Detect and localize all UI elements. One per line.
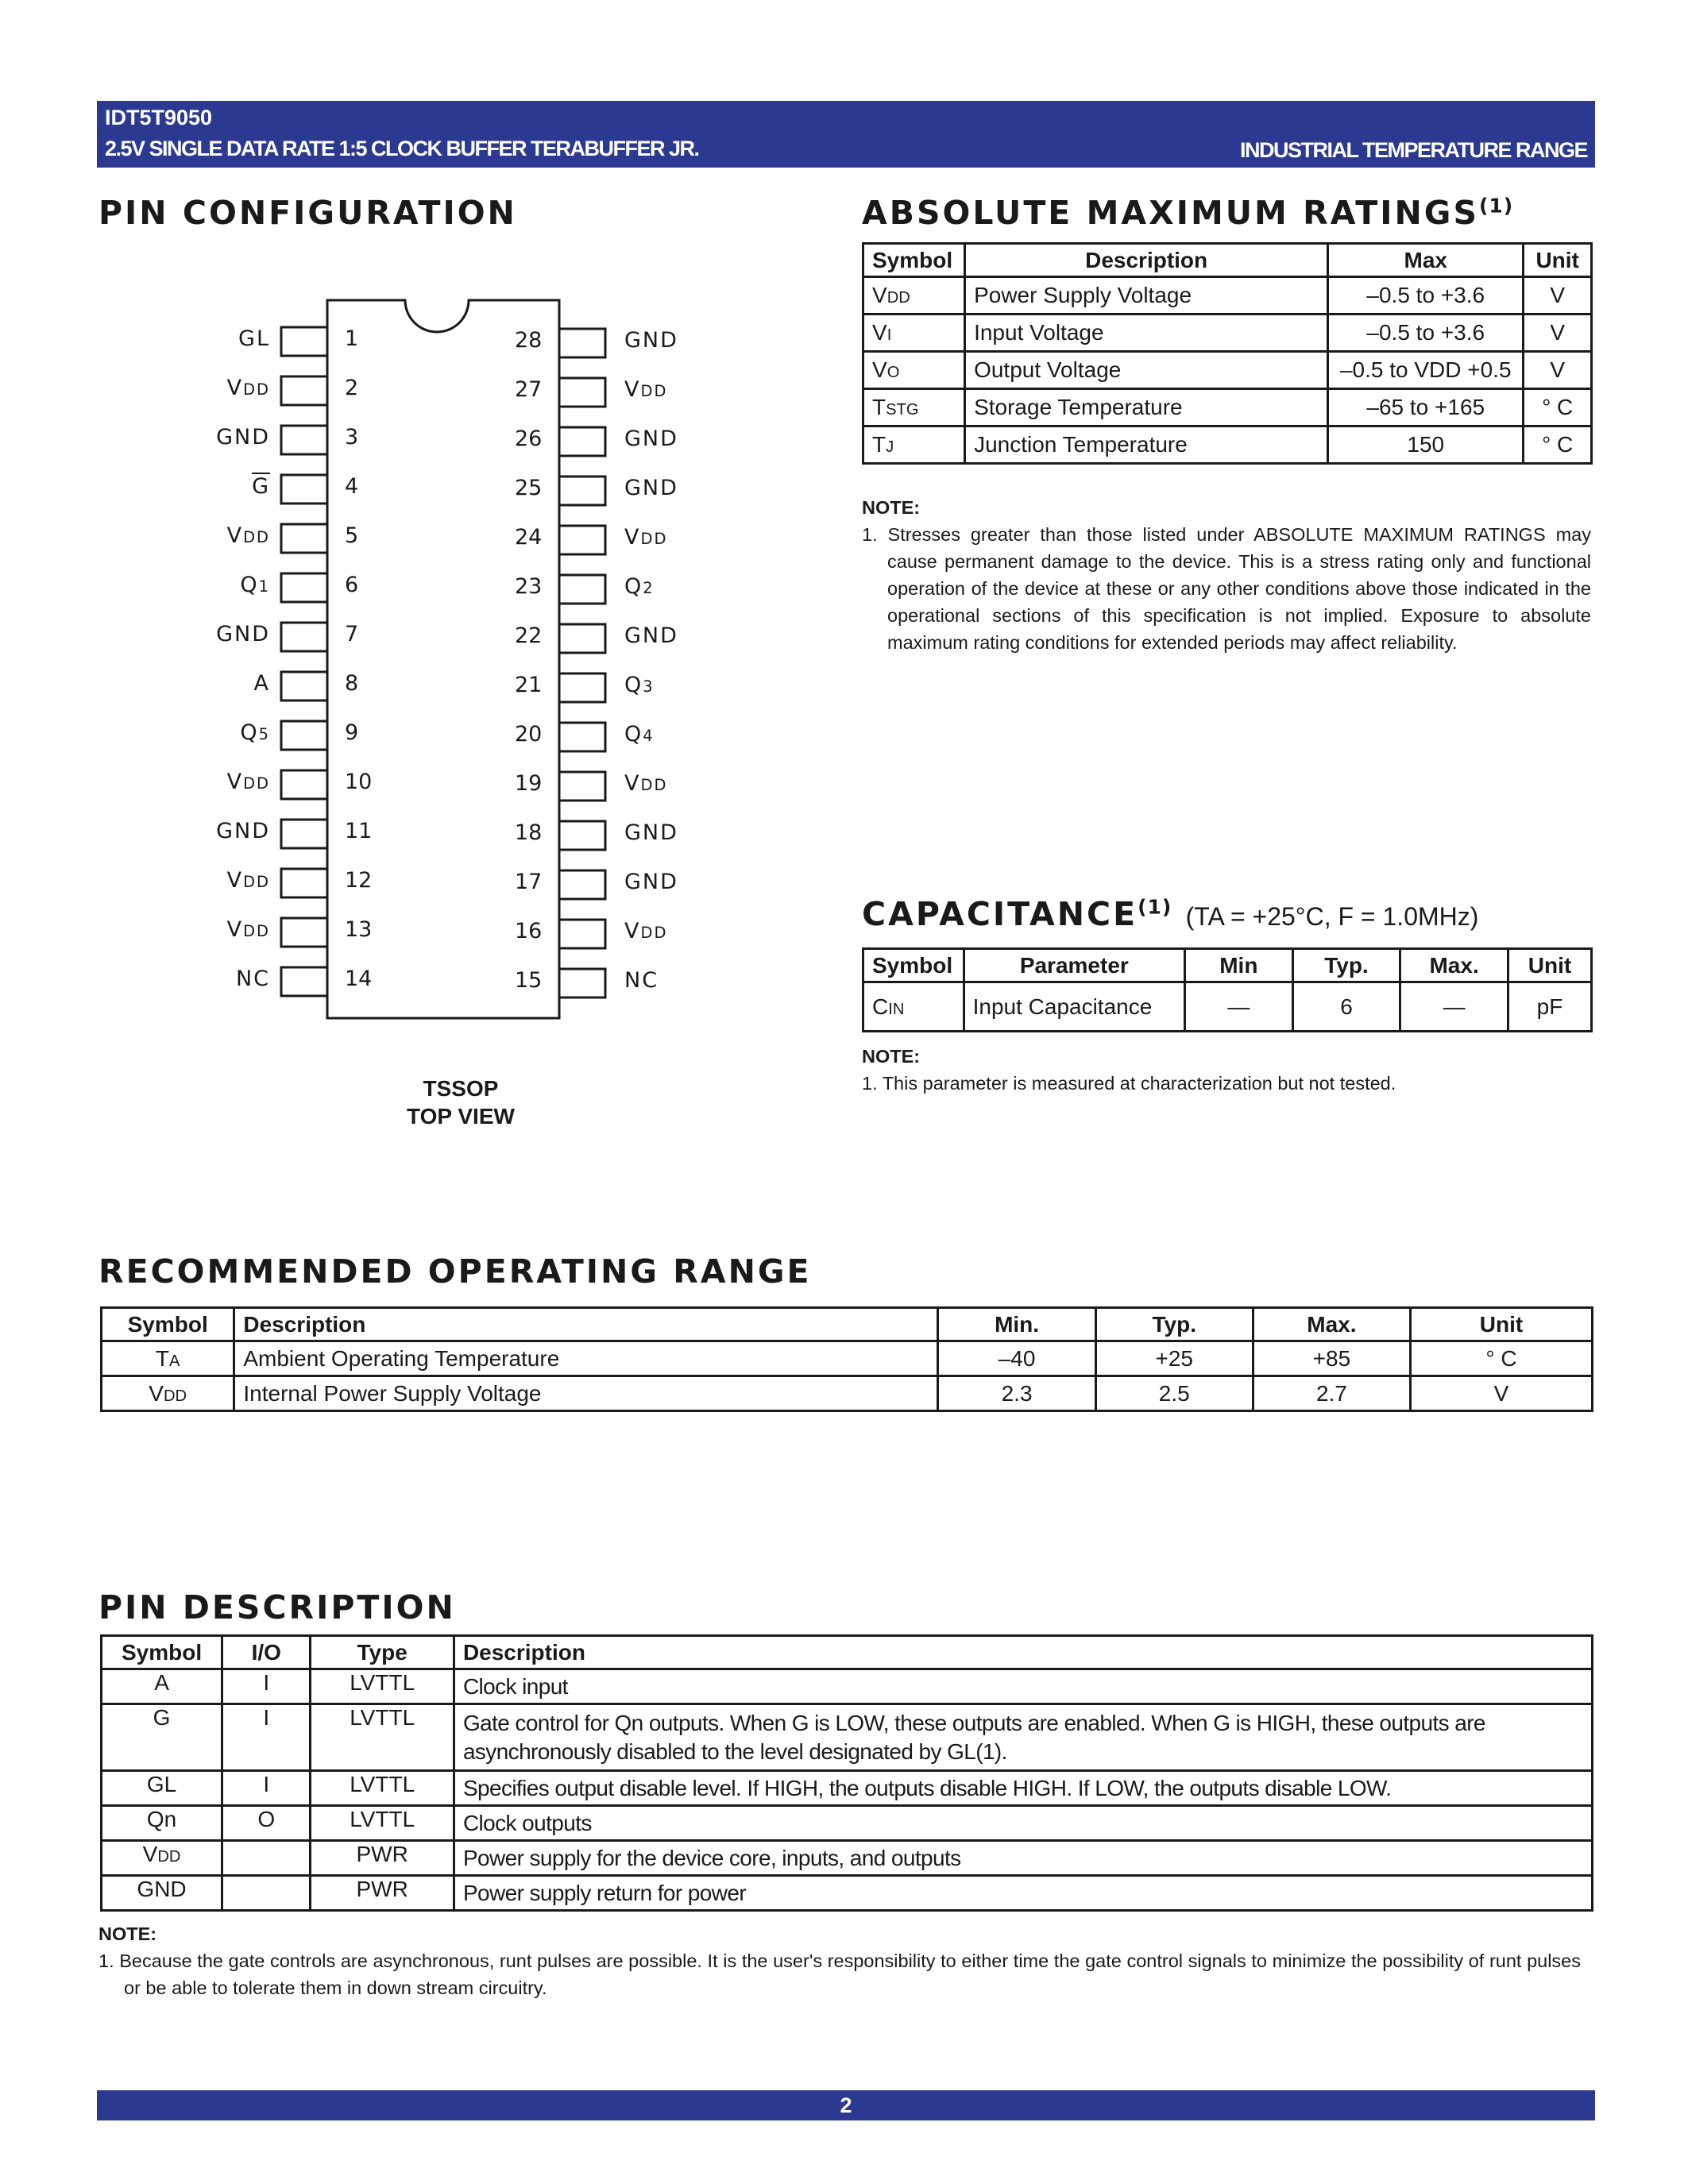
capacitance-header-0: Symbol — [863, 949, 964, 982]
pin-number-15: 15 — [515, 968, 543, 993]
pin-number-5: 5 — [345, 523, 359, 548]
pin-desc-header-1: I/O — [222, 1636, 311, 1669]
pin-desc-io — [222, 1841, 311, 1876]
abs-max-row — [863, 389, 1592, 426]
rec-op-max: +85 — [1253, 1341, 1410, 1376]
pin-name-21: Q3 — [624, 673, 655, 697]
pin-name-16: VDD — [624, 919, 668, 943]
pin-name-25: GND — [624, 476, 678, 500]
pin-number-27: 27 — [515, 377, 543, 402]
abs-max-header-2: Max — [1328, 244, 1524, 277]
capacitance-parameter: Input Capacitance — [964, 982, 1184, 1032]
abs-max-value: –65 to +165 — [1328, 389, 1524, 426]
pin-desc-note — [98, 1920, 1581, 2001]
abs-max-title-ref: (1) — [1478, 194, 1514, 218]
pin-name-22: GND — [624, 623, 678, 648]
pin-number-13: 13 — [345, 917, 373, 942]
temperature-range: INDUSTRIAL TEMPERATURE RANGE — [1239, 138, 1587, 162]
pin-name-8: A — [253, 671, 270, 696]
pin-name-19: VDD — [624, 771, 668, 796]
pin-desc-symbol: $\overline{G}$ — [102, 1704, 222, 1771]
pin-number-21: 21 — [515, 673, 543, 697]
pin-name-4: $\overline{G}$ — [252, 474, 270, 499]
pin-box-28 — [559, 329, 605, 357]
pin-name-12: VDD — [226, 868, 270, 893]
pin-config-title: PIN CONFIGURATION — [98, 194, 517, 232]
pin-box-5 — [281, 524, 327, 553]
abs-max-description: Input Voltage — [965, 314, 1328, 352]
page-header — [97, 101, 1595, 168]
abs-max-symbol: VDD — [863, 277, 965, 314]
abs-max-row — [863, 277, 1592, 314]
pin-desc-description: Gate control for Qn outputs. When G is LOW, these outputs are enabled. When G is HIGH, these outputs are asynchronously disabled to the level designated by GL(1). — [454, 1704, 1592, 1771]
rec-op-header-3: Typ. — [1095, 1308, 1253, 1341]
abs-max-unit: V — [1524, 314, 1592, 352]
rec-op-header-4: Max. — [1253, 1308, 1410, 1341]
pin-name-23: Q2 — [624, 574, 655, 599]
abs-max-value: –0.5 to +3.6 — [1328, 277, 1524, 314]
ic-body — [327, 300, 559, 1018]
pin-name-18: GND — [624, 820, 678, 845]
pin-number-10: 10 — [345, 770, 373, 794]
rec-op-unit: V — [1411, 1376, 1593, 1411]
abs-max-symbol: VO — [863, 352, 965, 389]
abs-max-description: Power Supply Voltage — [965, 277, 1328, 314]
pin-name-9: Q5 — [240, 720, 270, 745]
rec-op-typ: 2.5 — [1095, 1376, 1253, 1411]
pin-number-4: 4 — [345, 474, 359, 499]
pin-desc-note-text: 1. Because the gate controls are asynchronous, runt pulses are possible. It is the user's responsibility to either time the gate control signals to minimize the possibility of runt pulses or be able to tolerate them in down stream circuitry. — [98, 1951, 1581, 1998]
pin-number-16: 16 — [515, 919, 543, 943]
pin-box-21 — [559, 673, 605, 702]
pin-box-22 — [559, 624, 605, 653]
capacitance-header-5: Unit — [1508, 949, 1591, 982]
pin-number-9: 9 — [345, 720, 359, 745]
pin-desc-symbol: GND — [102, 1876, 222, 1911]
pin-box-2 — [281, 376, 327, 405]
pin-desc-description: Specifies output disable level. If HIGH, the outputs disable HIGH. If LOW, the outputs disable LOW. — [454, 1771, 1592, 1806]
pin-box-9 — [281, 721, 327, 750]
pin-desc-symbol: VDD — [102, 1841, 222, 1876]
pin-name-5: VDD — [226, 523, 270, 548]
pin-number-14: 14 — [345, 967, 373, 991]
rec-op-table — [100, 1306, 1593, 1412]
pin-number-11: 11 — [345, 819, 373, 843]
abs-max-unit: ° C — [1524, 389, 1592, 426]
pin-box-24 — [559, 526, 605, 554]
pin-desc-header-3: Description — [454, 1636, 1592, 1669]
pin-box-11 — [281, 820, 327, 848]
pin-desc-description: Power supply for the device core, inputs, and outputs — [454, 1841, 1592, 1876]
pin-name-27: VDD — [624, 377, 668, 402]
rec-op-row — [102, 1341, 1593, 1376]
pin-desc-row — [102, 1704, 1593, 1771]
pin-desc-description: Clock input — [454, 1669, 1592, 1704]
abs-max-table — [862, 242, 1593, 465]
pin-number-6: 6 — [345, 573, 359, 597]
pin-box-23 — [559, 575, 605, 604]
rec-op-row — [102, 1376, 1593, 1411]
pin-desc-io: I — [222, 1771, 311, 1806]
capacitance-header-1: Parameter — [964, 949, 1184, 982]
pin-name-7: GND — [216, 622, 270, 646]
abs-max-header-3: Unit — [1524, 244, 1592, 277]
abs-max-title — [862, 194, 1513, 232]
abs-max-unit: V — [1524, 277, 1592, 314]
pin-number-25: 25 — [515, 476, 543, 500]
abs-max-row — [863, 314, 1592, 352]
pin-box-1 — [281, 327, 327, 356]
pin-name-15: NC — [624, 968, 659, 993]
pin-number-2: 2 — [345, 376, 359, 400]
rec-op-description: Ambient Operating Temperature — [234, 1341, 938, 1376]
pin-number-22: 22 — [515, 623, 543, 648]
abs-max-value: –0.5 to +3.6 — [1328, 314, 1524, 352]
pin-number-7: 7 — [345, 622, 359, 646]
pin-number-20: 20 — [515, 722, 543, 747]
package-view: TOP VIEW — [407, 1104, 515, 1129]
abs-max-symbol: VI — [863, 314, 965, 352]
pin-box-25 — [559, 477, 605, 505]
pin-name-6: Q1 — [240, 573, 270, 597]
pin-box-16 — [559, 920, 605, 948]
pin-box-18 — [559, 821, 605, 850]
pin-name-13: VDD — [226, 917, 270, 942]
rec-op-min: –40 — [938, 1341, 1095, 1376]
pin-desc-type: LVTTL — [311, 1806, 454, 1841]
capacitance-max: — — [1400, 982, 1508, 1032]
pin-number-8: 8 — [345, 671, 359, 696]
pin-box-8 — [281, 672, 327, 700]
pin-desc-io — [222, 1876, 311, 1911]
pin-desc-type: LVTTL — [311, 1669, 454, 1704]
pin-desc-symbol: A — [102, 1669, 222, 1704]
rec-op-max: 2.7 — [1253, 1376, 1410, 1411]
pin-number-1: 1 — [345, 326, 359, 351]
pin-box-10 — [281, 770, 327, 799]
pin-desc-table — [100, 1634, 1593, 1912]
abs-max-symbol: TSTG — [863, 389, 965, 426]
page-number: 2 — [840, 2093, 852, 2117]
pin-box-13 — [281, 918, 327, 947]
pin-box-26 — [559, 427, 605, 456]
pin-desc-io: I — [222, 1704, 311, 1771]
capacitance-header-3: Typ. — [1292, 949, 1400, 982]
pin-desc-symbol: Qn — [102, 1806, 222, 1841]
pin-name-2: VDD — [226, 376, 270, 400]
capacitance-unit: pF — [1508, 982, 1591, 1032]
capacitance-title-ref: (1) — [1138, 895, 1172, 919]
pin-number-18: 18 — [515, 820, 543, 845]
pin-name-24: VDD — [624, 525, 668, 550]
rec-op-header-2: Min. — [938, 1308, 1095, 1341]
pin-desc-description: Power supply return for power — [454, 1876, 1592, 1911]
pin-desc-header-2: Type — [311, 1636, 454, 1669]
pin-box-20 — [559, 723, 605, 751]
pin-name-11: GND — [216, 819, 270, 843]
capacitance-condition: (TA = +25°C, F = 1.0MHz) — [1185, 902, 1479, 931]
pin-box-7 — [281, 623, 327, 651]
pin-number-28: 28 — [515, 328, 543, 353]
abs-max-row — [863, 426, 1592, 464]
pin-desc-row — [102, 1669, 1593, 1704]
rec-op-description: Internal Power Supply Voltage — [234, 1376, 938, 1411]
capacitance-note-text: 1. This parameter is measured at characterization but not tested. — [862, 1073, 1396, 1094]
pin-desc-type: PWR — [311, 1841, 454, 1876]
abs-max-note — [862, 494, 1591, 656]
rec-op-header-1: Description — [234, 1308, 938, 1341]
pin-desc-description: Clock outputs — [454, 1806, 1592, 1841]
pin-name-17: GND — [624, 870, 678, 894]
capacitance-typ: 6 — [1292, 982, 1400, 1032]
rec-op-title: RECOMMENDED OPERATING RANGE — [98, 1252, 812, 1291]
pin-box-4 — [281, 475, 327, 504]
rec-op-min: 2.3 — [938, 1376, 1095, 1411]
abs-max-header-1: Description — [965, 244, 1328, 277]
pin-desc-row — [102, 1841, 1593, 1876]
abs-max-symbol: TJ — [863, 426, 965, 464]
capacitance-symbol: CIN — [863, 982, 964, 1032]
pin-box-6 — [281, 573, 327, 602]
pin-name-28: GND — [624, 328, 678, 353]
pin-desc-symbol: GL — [102, 1771, 222, 1806]
capacitance-note-title: NOTE: — [862, 1046, 921, 1067]
page-footer — [97, 2090, 1595, 2120]
pin-name-26: GND — [624, 426, 678, 451]
pin-desc-type: LVTTL — [311, 1771, 454, 1806]
pin-box-19 — [559, 772, 605, 801]
pin-desc-header-0: Symbol — [102, 1636, 222, 1669]
abs-max-value: –0.5 to VDD +0.5 — [1328, 352, 1524, 389]
pin-name-14: NC — [235, 967, 270, 991]
pin-box-3 — [281, 426, 327, 454]
abs-max-description: Junction Temperature — [965, 426, 1328, 464]
abs-max-value: 150 — [1328, 426, 1524, 464]
abs-max-description: Output Voltage — [965, 352, 1328, 389]
pin-desc-io: I — [222, 1669, 311, 1704]
pin-box-14 — [281, 967, 327, 996]
capacitance-min: — — [1185, 982, 1293, 1032]
package-type: TSSOP — [423, 1076, 499, 1101]
capacitance-title — [862, 895, 1478, 933]
pin-name-20: Q4 — [624, 722, 655, 747]
pin-box-12 — [281, 869, 327, 897]
pin-name-1: GL — [238, 326, 270, 351]
pin-desc-row — [102, 1771, 1593, 1806]
part-number: IDT5T9050 — [105, 106, 213, 129]
rec-op-unit: ° C — [1411, 1341, 1593, 1376]
pin-number-19: 19 — [515, 771, 543, 796]
pin-desc-note-title: NOTE: — [98, 1924, 157, 1944]
capacitance-header-4: Max. — [1400, 949, 1508, 982]
pin-box-27 — [559, 378, 605, 407]
rec-op-header-5: Unit — [1411, 1308, 1593, 1341]
abs-max-title-text: ABSOLUTE MAXIMUM RATINGS — [862, 194, 1479, 232]
capacitance-header-2: Min — [1185, 949, 1293, 982]
pin-number-17: 17 — [515, 870, 543, 894]
pin-number-12: 12 — [345, 868, 373, 893]
pin-desc-row — [102, 1806, 1593, 1841]
abs-max-note-title: NOTE: — [862, 497, 921, 518]
rec-op-symbol: VDD — [102, 1376, 234, 1411]
capacitance-title-text: CAPACITANCE — [862, 895, 1138, 933]
capacitance-note — [862, 1043, 1591, 1097]
pin-desc-type: LVTTL — [311, 1704, 454, 1771]
abs-max-header-0: Symbol — [863, 244, 965, 277]
ic-package-drawing — [270, 294, 643, 1024]
pin-number-3: 3 — [345, 425, 359, 450]
pin-number-26: 26 — [515, 426, 543, 451]
pin-desc-row — [102, 1876, 1593, 1911]
abs-max-row — [863, 352, 1592, 389]
pin-name-10: VDD — [226, 770, 270, 794]
pin-number-23: 23 — [515, 574, 543, 599]
pin-desc-title: PIN DESCRIPTION — [98, 1588, 456, 1626]
rec-op-header-0: Symbol — [102, 1308, 234, 1341]
pin-desc-type: PWR — [311, 1876, 454, 1911]
rec-op-typ: +25 — [1095, 1341, 1253, 1376]
doc-subtitle: 2.5V SINGLE DATA RATE 1:5 CLOCK BUFFER TERABUFFER JR. — [105, 137, 699, 160]
abs-max-description: Storage Temperature — [965, 389, 1328, 426]
rec-op-symbol: TA — [102, 1341, 234, 1376]
pin-box-15 — [559, 969, 605, 997]
abs-max-note-text: 1. Stresses greater than those listed under ABSOLUTE MAXIMUM RATINGS may cause permanent damage to the device. This is a stress rating only and functional operation of the device at these or any other conditions above those indicated in the operational sections of this specification is not implied. Exposure to absolute maximum rating conditions for extended periods may affect reliability. — [862, 524, 1591, 653]
abs-max-unit: ° C — [1524, 426, 1592, 464]
abs-max-unit: V — [1524, 352, 1592, 389]
pin-number-24: 24 — [515, 525, 543, 550]
capacitance-table — [862, 947, 1593, 1032]
pin-box-17 — [559, 870, 605, 899]
pin-desc-io: O — [222, 1806, 311, 1841]
pin-name-3: GND — [216, 425, 270, 450]
capacitance-row — [863, 982, 1592, 1032]
